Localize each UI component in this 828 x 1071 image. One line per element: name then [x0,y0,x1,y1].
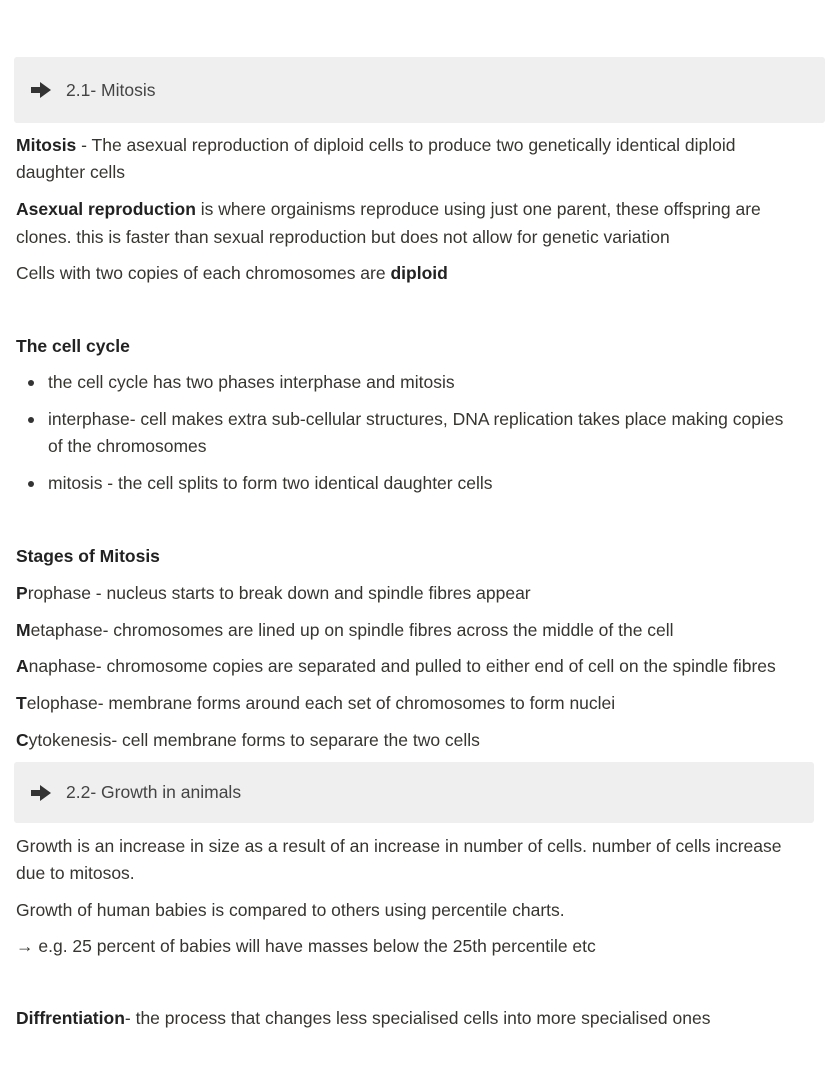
differentiation-definition: Diffrentiation- the process that changes less specialised cells into more specialised ones [16,1008,711,1028]
toggle-label: 2.1- Mitosis [66,79,156,100]
stage-anaphase: Anaphase- chromosome copies are separated and pulled to either end of cell on the spindle fibres [16,656,776,676]
toggle-growth-in-animals[interactable] [14,762,814,823]
asexual-definition-cont: clones. this is faster than sexual reproduction but does not allow for genetic variation [16,227,670,247]
stage-cytokinesis: Cytokenesis- cell membrane forms to separare the two cells [16,730,480,750]
list-item: the cell cycle has two phases interphase and mitosis [48,372,455,392]
stage-prophase: Prophase - nucleus starts to break down and spindle fibres appear [16,583,531,603]
growth-definition-cont: due to mitosos. [16,863,135,883]
stage-metaphase: Metaphase- chromosomes are lined up on spindle fibres across the middle of the cell [16,620,674,640]
mitosis-definition-cont: daughter cells [16,162,125,182]
arrow-right-icon [31,785,53,801]
asexual-definition: Asexual reproduction is where orgainisms reproduce using just one parent, these offspring are [16,199,761,219]
list-item: mitosis - the cell splits to form two identical daughter cells [48,473,493,493]
percentile-text: Growth of human babies is compared to others using percentile charts. [16,900,565,920]
arrow-right-icon [31,82,53,98]
stages-heading: Stages of Mitosis [16,546,160,566]
diploid-definition: Cells with two copies of each chromosomes are diploid [16,263,448,283]
toggle-mitosis[interactable] [14,57,825,123]
stage-telophase: Telophase- membrane forms around each set of chromosomes to form nuclei [16,693,616,713]
growth-definition: Growth is an increase in size as a result of an increase in number of cells. number of cells increase [16,836,782,856]
bullet-icon [28,417,34,423]
list-item: interphase- cell makes extra sub-cellular structures, DNA replication takes place making copies [48,409,784,429]
list-item-cont: of the chromosomes [48,436,207,456]
mitosis-definition: Mitosis - The asexual reproduction of diploid cells to produce two genetically identical diploid [16,135,736,155]
toggle-label: 2.2- Growth in animals [66,782,242,802]
cell-cycle-heading: The cell cycle [16,336,130,356]
bullet-icon [28,481,34,487]
percentile-example: → e.g. 25 percent of babies will have masses below the 25th percentile etc [16,936,596,956]
bullet-icon [28,380,34,386]
